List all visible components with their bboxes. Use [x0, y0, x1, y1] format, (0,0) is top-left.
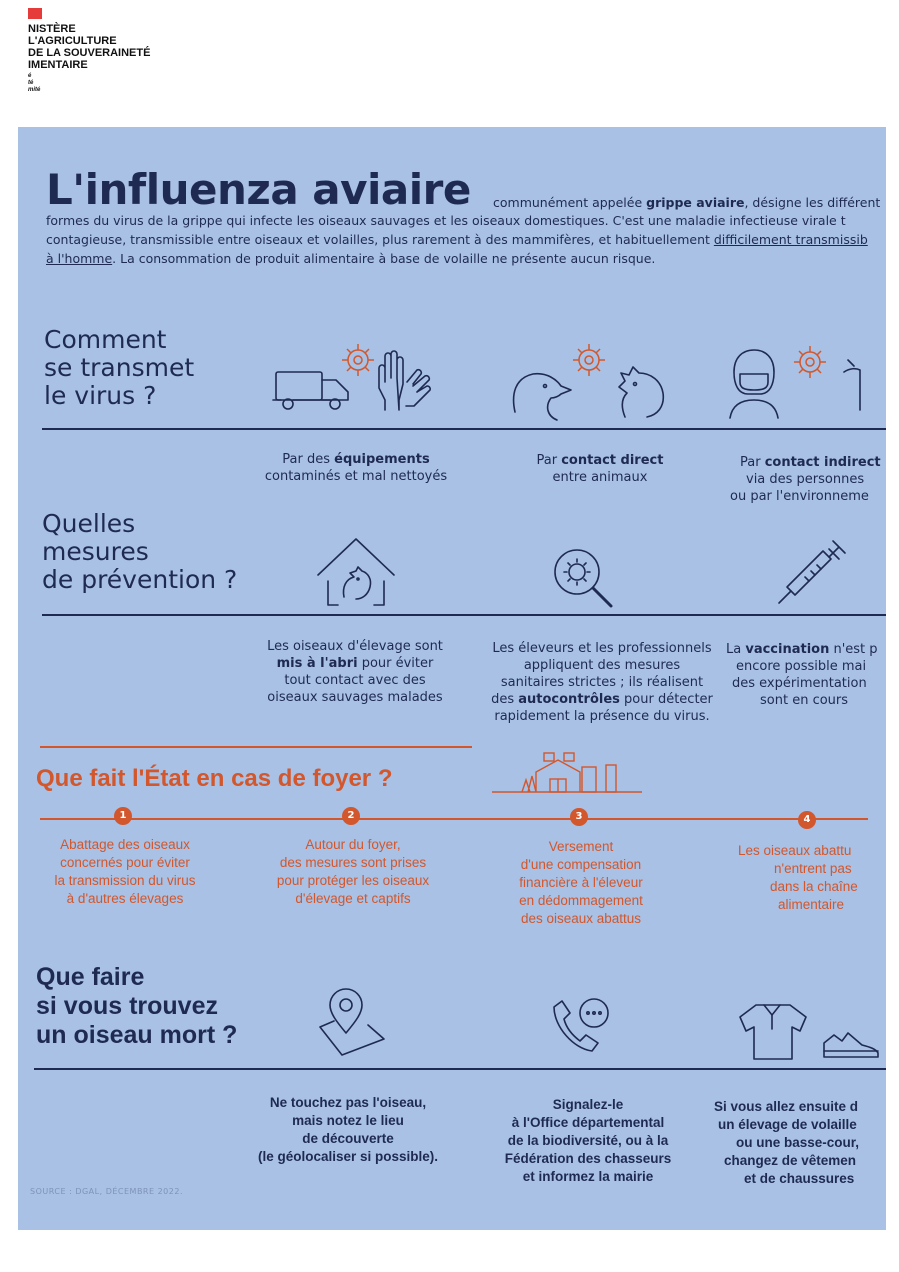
section-divider — [42, 428, 886, 430]
prevention-caption-3: La vaccination n'est p encore possible mai des expérimentation sont en cours — [726, 642, 878, 708]
ministry-logo — [28, 8, 150, 94]
intro-text: , désigne les différent — [744, 195, 881, 210]
step-caption-3: Versement d'une compensation financière à l'éleveur en dédommagement des oiseaux abattus — [519, 839, 643, 926]
transmission-caption-2: Par contact direct entre animaux — [536, 453, 664, 485]
state-top-rule — [40, 746, 472, 748]
prevention-caption-1: Les oiseaux d'élevage sont mis à l'abri pour éviter tout contact avec des oiseaux sauvages malades — [267, 639, 443, 705]
step-number-4: 4 — [798, 811, 816, 829]
farm-building-icon — [492, 747, 642, 795]
dead-bird-caption-1: Ne touchez pas l'oiseau, mais notez le lieu de découverte (le géolocaliser si possible). — [257, 1095, 439, 1164]
motto-line: té — [28, 80, 34, 86]
ministry-line: L'AGRICULTURE — [28, 35, 117, 47]
state-heading: Que fait l'État en cas de foyer ? — [36, 765, 393, 792]
shirt-shoe-icon — [736, 999, 886, 1064]
page-title: L'influenza aviaire — [46, 165, 471, 214]
transmission-heading: Comment se transmet le virus ? — [44, 325, 195, 410]
section-divider — [42, 614, 886, 616]
intro-line: formes du virus de la grippe qui infecte les oiseaux sauvages et les oiseaux domestiques. C'est une maladie infectieuse virale t — [46, 213, 846, 228]
dead-bird-heading: Que faire si vous trouvez un oiseau mort ? — [36, 963, 238, 1049]
intro-link[interactable]: à l'homme — [46, 251, 113, 266]
person-bird-icon — [726, 342, 886, 422]
step-number-2: 2 — [342, 807, 360, 825]
intro-bold: grippe aviaire — [646, 195, 745, 210]
intro-text: contagieuse, transmissible entre oiseaux et volailles, plus rarement à des mammifères, et habituellement — [46, 232, 714, 247]
truck-gloves-icon — [273, 342, 453, 417]
prevention-heading: Quelles mesures de prévention ? — [42, 509, 238, 594]
step-caption-2: Autour du foyer, des mesures sont prises pour protéger les oiseaux d'élevage et captifs — [276, 837, 430, 906]
step-number-1: 1 — [114, 807, 132, 825]
intro-link[interactable]: difficilement transmissib — [713, 232, 868, 247]
phone-chat-icon — [546, 997, 616, 1062]
source-note: SOURCE : DGAL, DÉCEMBRE 2022. — [30, 1187, 183, 1196]
step-caption-4: Les oiseaux abattu n'entrent pas dans la chaîne alimentaire — [738, 843, 858, 912]
infographic-panel — [18, 127, 886, 1230]
dead-bird-caption-3: Si vous allez ensuite d un élevage de volaille ou une basse-cour, changez de vêtemen et de chaussures — [714, 1099, 860, 1186]
prevention-caption-2: Les éleveurs et les professionnels appliquent des mesures sanitaires strictes ; ils réalisent des autocontrôles pour détecter rapidement la présence du virus. — [491, 641, 713, 724]
motto-line: mité — [28, 87, 41, 93]
step-caption-1: Abattage des oiseaux concernés pour éviter la transmission du virus à d'autres élevages — [54, 837, 196, 906]
step-number-3: 3 — [570, 808, 588, 826]
duck-chicken-icon — [505, 342, 675, 417]
intro-text: communément appelée — [493, 195, 647, 210]
ministry-line: IMENTAIRE — [28, 59, 88, 71]
dead-bird-caption-2: Signalez-le à l'Office départemental de la biodiversité, ou à la Fédération des chasseurs et informez la mairie — [504, 1097, 672, 1184]
republic-flag-icon — [28, 8, 42, 19]
section-divider — [34, 1068, 886, 1070]
map-pin-icon — [312, 987, 392, 1059]
intro-text: . La consommation de produit alimentaire à base de volaille ne présente aucun risque. — [112, 251, 656, 266]
shelter-icon — [314, 535, 404, 610]
transmission-caption-1: Par des équipements contaminés et mal nettoyés — [264, 452, 448, 484]
ministry-line: NISTÈRE — [28, 23, 76, 35]
motto-line: é — [28, 73, 32, 79]
ministry-line: DE LA SOUVERAINETÉ — [28, 47, 151, 59]
transmission-caption-3: Par contact indirect via des personnes ou par l'environneme — [730, 455, 881, 504]
syringe-icon — [775, 537, 850, 612]
magnifier-virus-icon — [552, 547, 622, 612]
steps-timeline — [40, 818, 868, 820]
